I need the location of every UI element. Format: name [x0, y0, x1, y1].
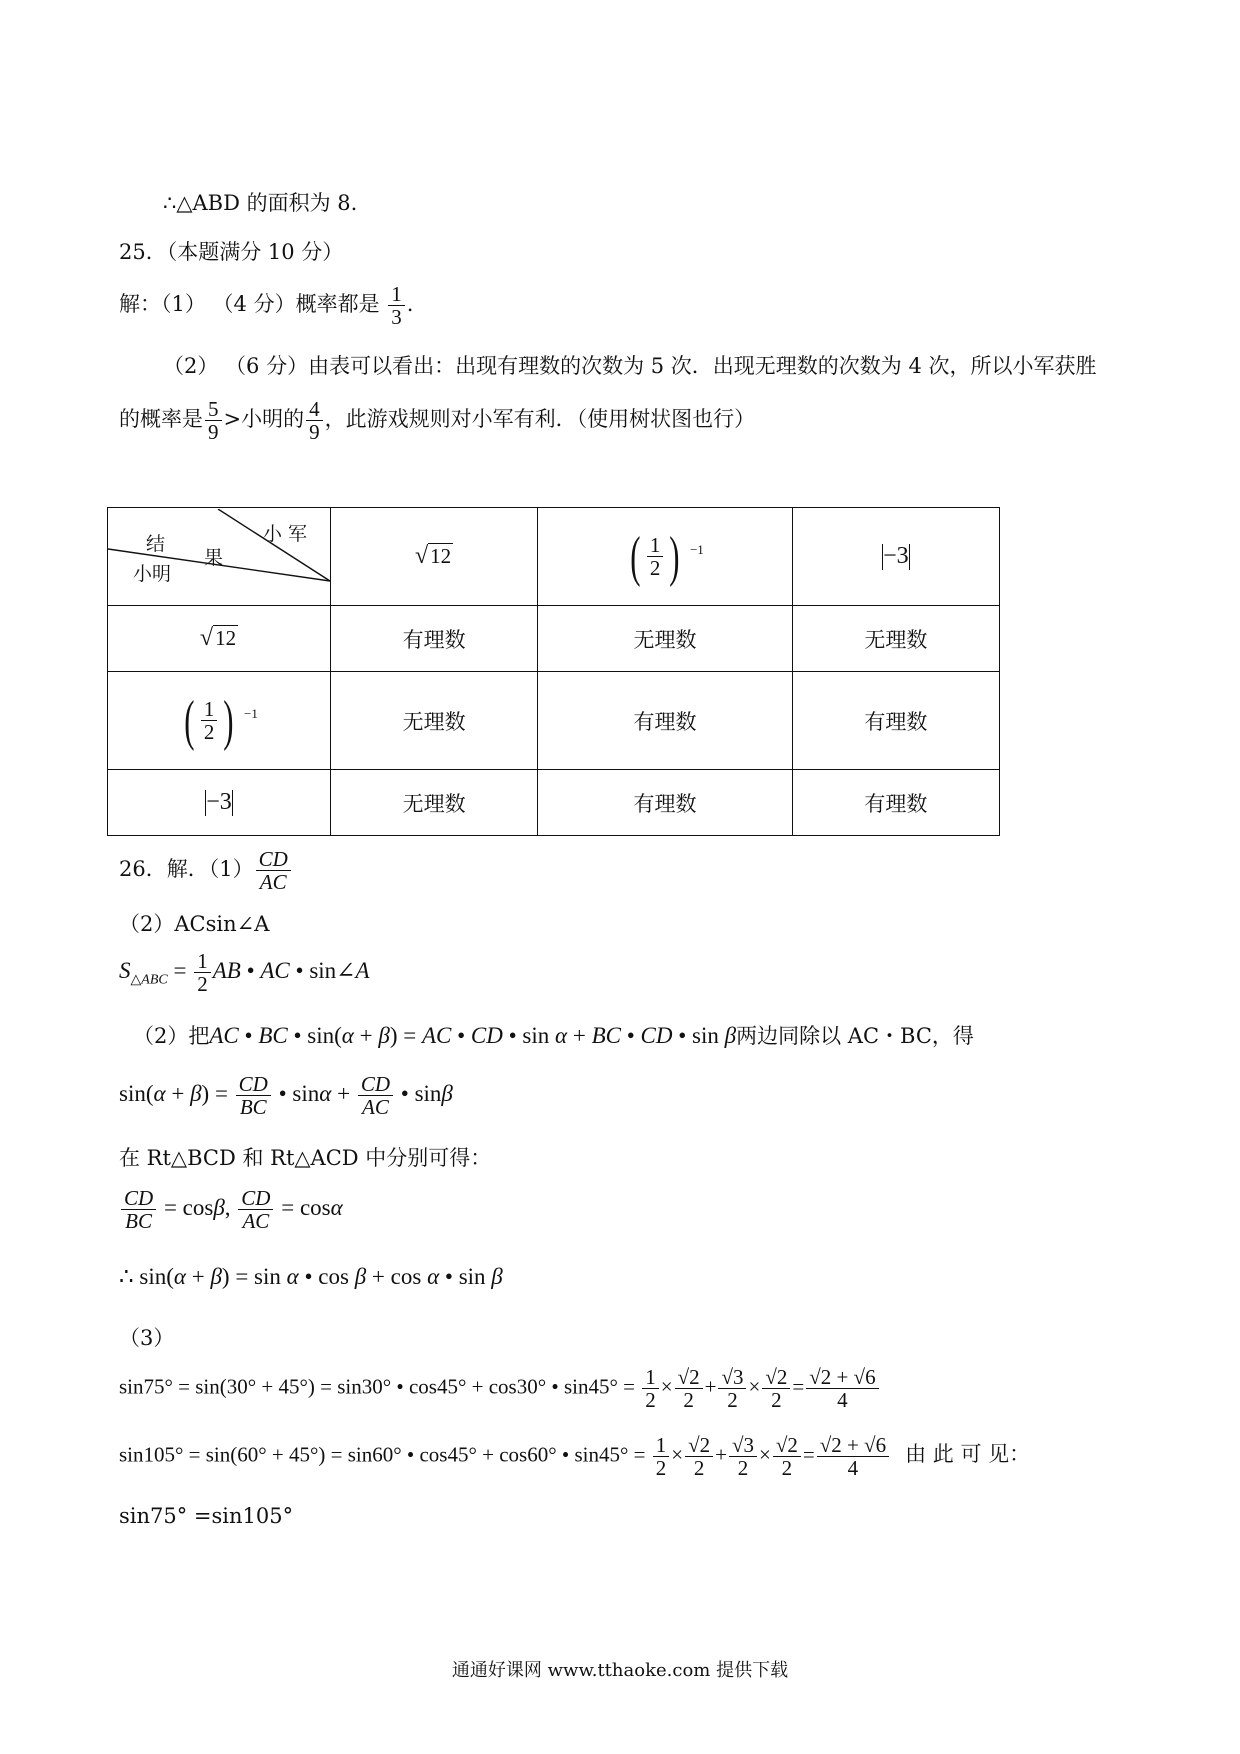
sine-sum-derivation: sin(α + β) = $\frac{CD}{BC}$ • sinα + $\frac{CD}{AC}$ • sinβ [119, 1072, 453, 1120]
result-table [107, 507, 1000, 836]
text-line-area: ∴△ABD 的面积为 8. [163, 191, 358, 215]
header-label-xiaojun: 小 军 [263, 522, 308, 545]
problem-26-part2b: （2）把AC • BC • sin(α + β) = AC • CD • sin α + BC • CD • sin β两边同除以 AC・BC，得 [133, 1023, 974, 1048]
sine-sum-identity: ∴ sin(α + β) = sin α • cos β + cos α • sin β [119, 1264, 503, 1289]
header-label-xiaoming: 小明 [133, 562, 172, 585]
header-label-jie: 结 [146, 532, 166, 555]
col-header-sqrt12: √12 [331, 508, 538, 606]
table-cell: 无理数 [538, 606, 793, 672]
table-cell: 无理数 [331, 672, 538, 770]
area-formula: $S_{\triangle ABC}$ = $\frac{1}{2}$ AB • AC • sin∠A [119, 949, 370, 997]
fraction-one-third: $\frac{1}{3}$ [388, 283, 405, 328]
col-header-half-inverse: ( $\frac{1}{2}$ ) $^{-1}$ [538, 508, 793, 606]
table-cell: 无理数 [331, 770, 538, 836]
problem-26-part2a: （2）ACsin∠A [119, 912, 270, 936]
sin105-calculation: sin105° = sin(60° + 45°) = sin60° • cos45° + cos60° • sin45° = $\frac{1}{2}$ × $\frac{√2}{2}$ + $\frac{√3}{2}$ × $\frac{√2}{2}$ = $\frac{√2 + √6}{4}$ 由 此 可 见： [119, 1433, 1031, 1481]
problem-25-heading: 25．（本题满分 10 分） [119, 240, 344, 264]
cosine-relations: $\frac{CD}{BC}$ = cosβ, $\frac{CD}{AC}$ = cosα [119, 1187, 343, 1232]
table-cell: 有理数 [331, 606, 538, 672]
row-header-sqrt12: √12 [108, 606, 331, 672]
row-header-abs-neg3: −3 [108, 770, 331, 836]
sin75-calculation: sin75° = sin(30° + 45°) = sin30° • cos45° + cos30° • sin45° = $\frac{1}{2}$ × $\frac{√2}{2}$ + $\frac{√3}{2}$ × $\frac{√2}{2}$ = $\frac{√2 + √6}{4}$ [119, 1366, 881, 1411]
table-cell: 无理数 [792, 606, 999, 672]
header-label-guo: 果 [204, 546, 224, 569]
table-cell: 有理数 [538, 770, 793, 836]
table-cell: 有理数 [792, 770, 999, 836]
problem-25-conclusion: 的概率是 $\frac{5}{9}$ >小明的 $\frac{4}{9}$ ，此游戏规则对小军有利．（使用树状图也行） [119, 397, 756, 445]
col-header-abs-neg3: −3 [792, 508, 999, 606]
problem-25-part2: （2） （6 分）由表可以看出：出现有理数的次数为 5 次．出现无理数的次数为 4 次，所以小军获胜 [163, 354, 1097, 378]
fraction-five-ninths: $\frac{5}{9}$ [205, 398, 222, 443]
page-footer: 通通好课网 www.tthaoke.com 提供下载 [451, 1660, 789, 1681]
problem-26-part3: （3） [119, 1326, 175, 1350]
fraction-cd-ac: $\frac{CD}{AC}$ [256, 848, 291, 893]
table-cell: 有理数 [792, 672, 999, 770]
problem-26-part1: 26．解．（1） $\frac{CD}{AC}$ [119, 848, 293, 893]
problem-25-part1: 解：（1） （4 分）概率都是 $\frac{1}{3}$ . [119, 282, 414, 330]
table-header-diagonal-cell [108, 508, 331, 606]
row-header-half-inverse: ( $\frac{1}{2}$ ) $^{-1}$ [108, 672, 331, 770]
fraction-four-ninths: $\frac{4}{9}$ [306, 398, 323, 443]
right-triangle-note: 在 Rt△BCD 和 Rt△ACD 中分别可得： [119, 1146, 492, 1170]
table-cell: 有理数 [538, 672, 793, 770]
final-conclusion: sin75° =sin105° [119, 1504, 294, 1528]
